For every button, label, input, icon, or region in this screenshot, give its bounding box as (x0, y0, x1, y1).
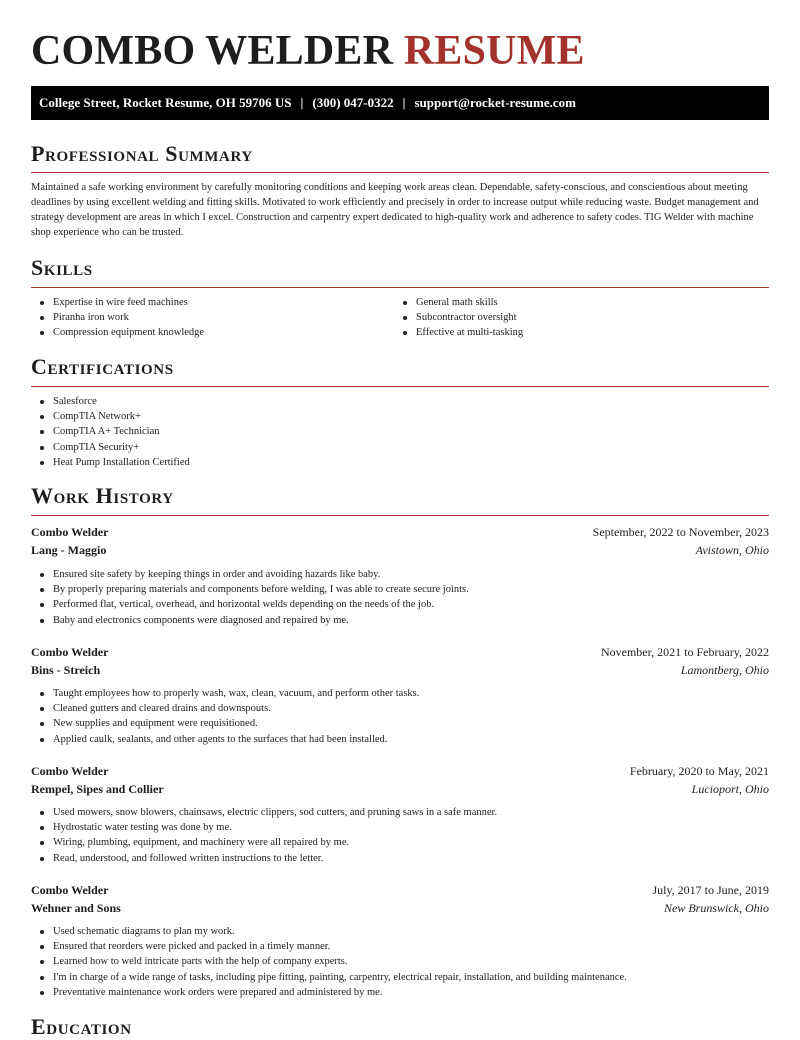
contact-separator: | (402, 95, 406, 110)
education-heading: Education (31, 1014, 132, 1039)
skill-item: Expertise in wire feed machines (31, 295, 204, 310)
certification-item: Heat Pump Installation Certified (31, 455, 190, 470)
summary-divider (31, 172, 769, 173)
job-duty-item: Performed flat, vertical, overhead, and horizontal welds depending on the needs of the job. (31, 597, 469, 612)
job-duties-list (31, 567, 469, 628)
job-duties-list (31, 686, 419, 747)
job-duty-item: Wiring, plumbing, equipment, and machinery were all repaired by me. (31, 835, 497, 850)
job-title: Combo Welder (31, 525, 109, 539)
contact-email[interactable]: support@rocket-resume.com (414, 95, 576, 110)
job-company: Bins - Streich (31, 663, 101, 677)
skill-item: Compression equipment knowledge (31, 325, 204, 340)
job-company: Lang - Maggio (31, 543, 107, 557)
job-company: Rempel, Sipes and Collier (31, 782, 164, 796)
certification-item: CompTIA A+ Technician (31, 424, 190, 439)
job-duty-item: Applied caulk, sealants, and other agents to the surfaces that had been installed. (31, 732, 419, 747)
skills-list-left (31, 295, 204, 341)
job-duties-list (31, 924, 627, 1000)
resume-title-main: COMBO WELDER (31, 28, 394, 74)
skills-heading: Skills (31, 255, 93, 280)
work-history-divider (31, 515, 769, 516)
job-duty-item: Cleaned gutters and cleared drains and downspouts. (31, 701, 419, 716)
job-dates: September, 2022 to November, 2023 (592, 525, 769, 539)
skills-divider (31, 287, 769, 288)
job-location: New Brunswick, Ohio (664, 901, 769, 915)
certification-item: CompTIA Network+ (31, 409, 190, 424)
job-duty-item: Preventative maintenance work orders were prepared and administered by me. (31, 985, 627, 1000)
job-duty-item: Hydrostatic water testing was done by me. (31, 820, 497, 835)
certifications-divider (31, 386, 769, 387)
job-company: Wehner and Sons (31, 901, 121, 915)
job-location: Avistown, Ohio (695, 543, 769, 557)
job-duty-item: New supplies and equipment were requisitioned. (31, 716, 419, 731)
job-title: Combo Welder (31, 883, 109, 897)
skill-item: Piranha iron work (31, 310, 204, 325)
job-duty-item: Baby and electronics components were diagnosed and repaired by me. (31, 613, 469, 628)
skill-item: General math skills (394, 295, 523, 310)
certifications-list (31, 394, 190, 470)
contact-bar (31, 86, 769, 120)
job-duty-item: Taught employees how to properly wash, wax, clean, vacuum, and perform other tasks. (31, 686, 419, 701)
summary-heading: Professional Summary (31, 141, 253, 166)
job-title: Combo Welder (31, 764, 109, 778)
skills-list-right (394, 295, 523, 341)
job-duties-list (31, 805, 497, 866)
skill-item: Subcontractor oversight (394, 310, 523, 325)
job-duty-item: By properly preparing materials and components before welding, I was able to create secure joints. (31, 582, 469, 597)
certification-item: CompTIA Security+ (31, 440, 190, 455)
skill-item: Effective at multi-tasking (394, 325, 523, 340)
job-duty-item: Ensured that reorders were picked and packed in a timely manner. (31, 939, 627, 954)
job-location: Lamontberg, Ohio (680, 663, 769, 677)
job-duty-item: Used mowers, snow blowers, chainsaws, electric clippers, sod cutters, and pruning saws in a safe manner. (31, 805, 497, 820)
job-location: Lucioport, Ohio (691, 782, 769, 796)
certifications-heading: Certifications (31, 354, 174, 379)
contact-phone[interactable]: (300) 047-0322 (312, 95, 394, 110)
job-duty-item: Learned how to weld intricate parts with the help of company experts. (31, 954, 627, 969)
contact-address: College Street, Rocket Resume, OH 59706 US (39, 95, 292, 110)
job-title: Combo Welder (31, 645, 109, 659)
certification-item: Salesforce (31, 394, 190, 409)
resume-title (31, 26, 585, 76)
resume-title-accent: RESUME (403, 28, 585, 74)
work-history-heading: Work History (31, 483, 174, 508)
job-dates: July, 2017 to June, 2019 (652, 883, 769, 897)
job-duty-item: I'm in charge of a wide range of tasks, including pipe fitting, painting, carpentry, electrical repair, installation, and building maintenance. (31, 970, 627, 985)
job-dates: November, 2021 to February, 2022 (600, 645, 769, 659)
job-duty-item: Read, understood, and followed written instructions to the letter. (31, 851, 497, 866)
job-dates: February, 2020 to May, 2021 (629, 764, 769, 778)
contact-separator: | (300, 95, 304, 110)
job-duty-item: Used schematic diagrams to plan my work. (31, 924, 627, 939)
summary-text: Maintained a safe working environment by carefully monitoring conditions and keeping work areas clean. Dependable, safety-conscious, and conscientious about meeting deadlines by using excellent welding and fitting skills. Motivated to work efficiently and precisely in order to increase output while reducing waste. Budget management and strategy development are areas in which I excel. Construction and carpentry expert dedicated to high-quality work and adherence to safety codes. TIG Welder with machine shop experience who can be trusted. (31, 182, 759, 238)
job-duty-item: Ensured site safety by keeping things in order and avoiding hazards like baby. (31, 567, 469, 582)
